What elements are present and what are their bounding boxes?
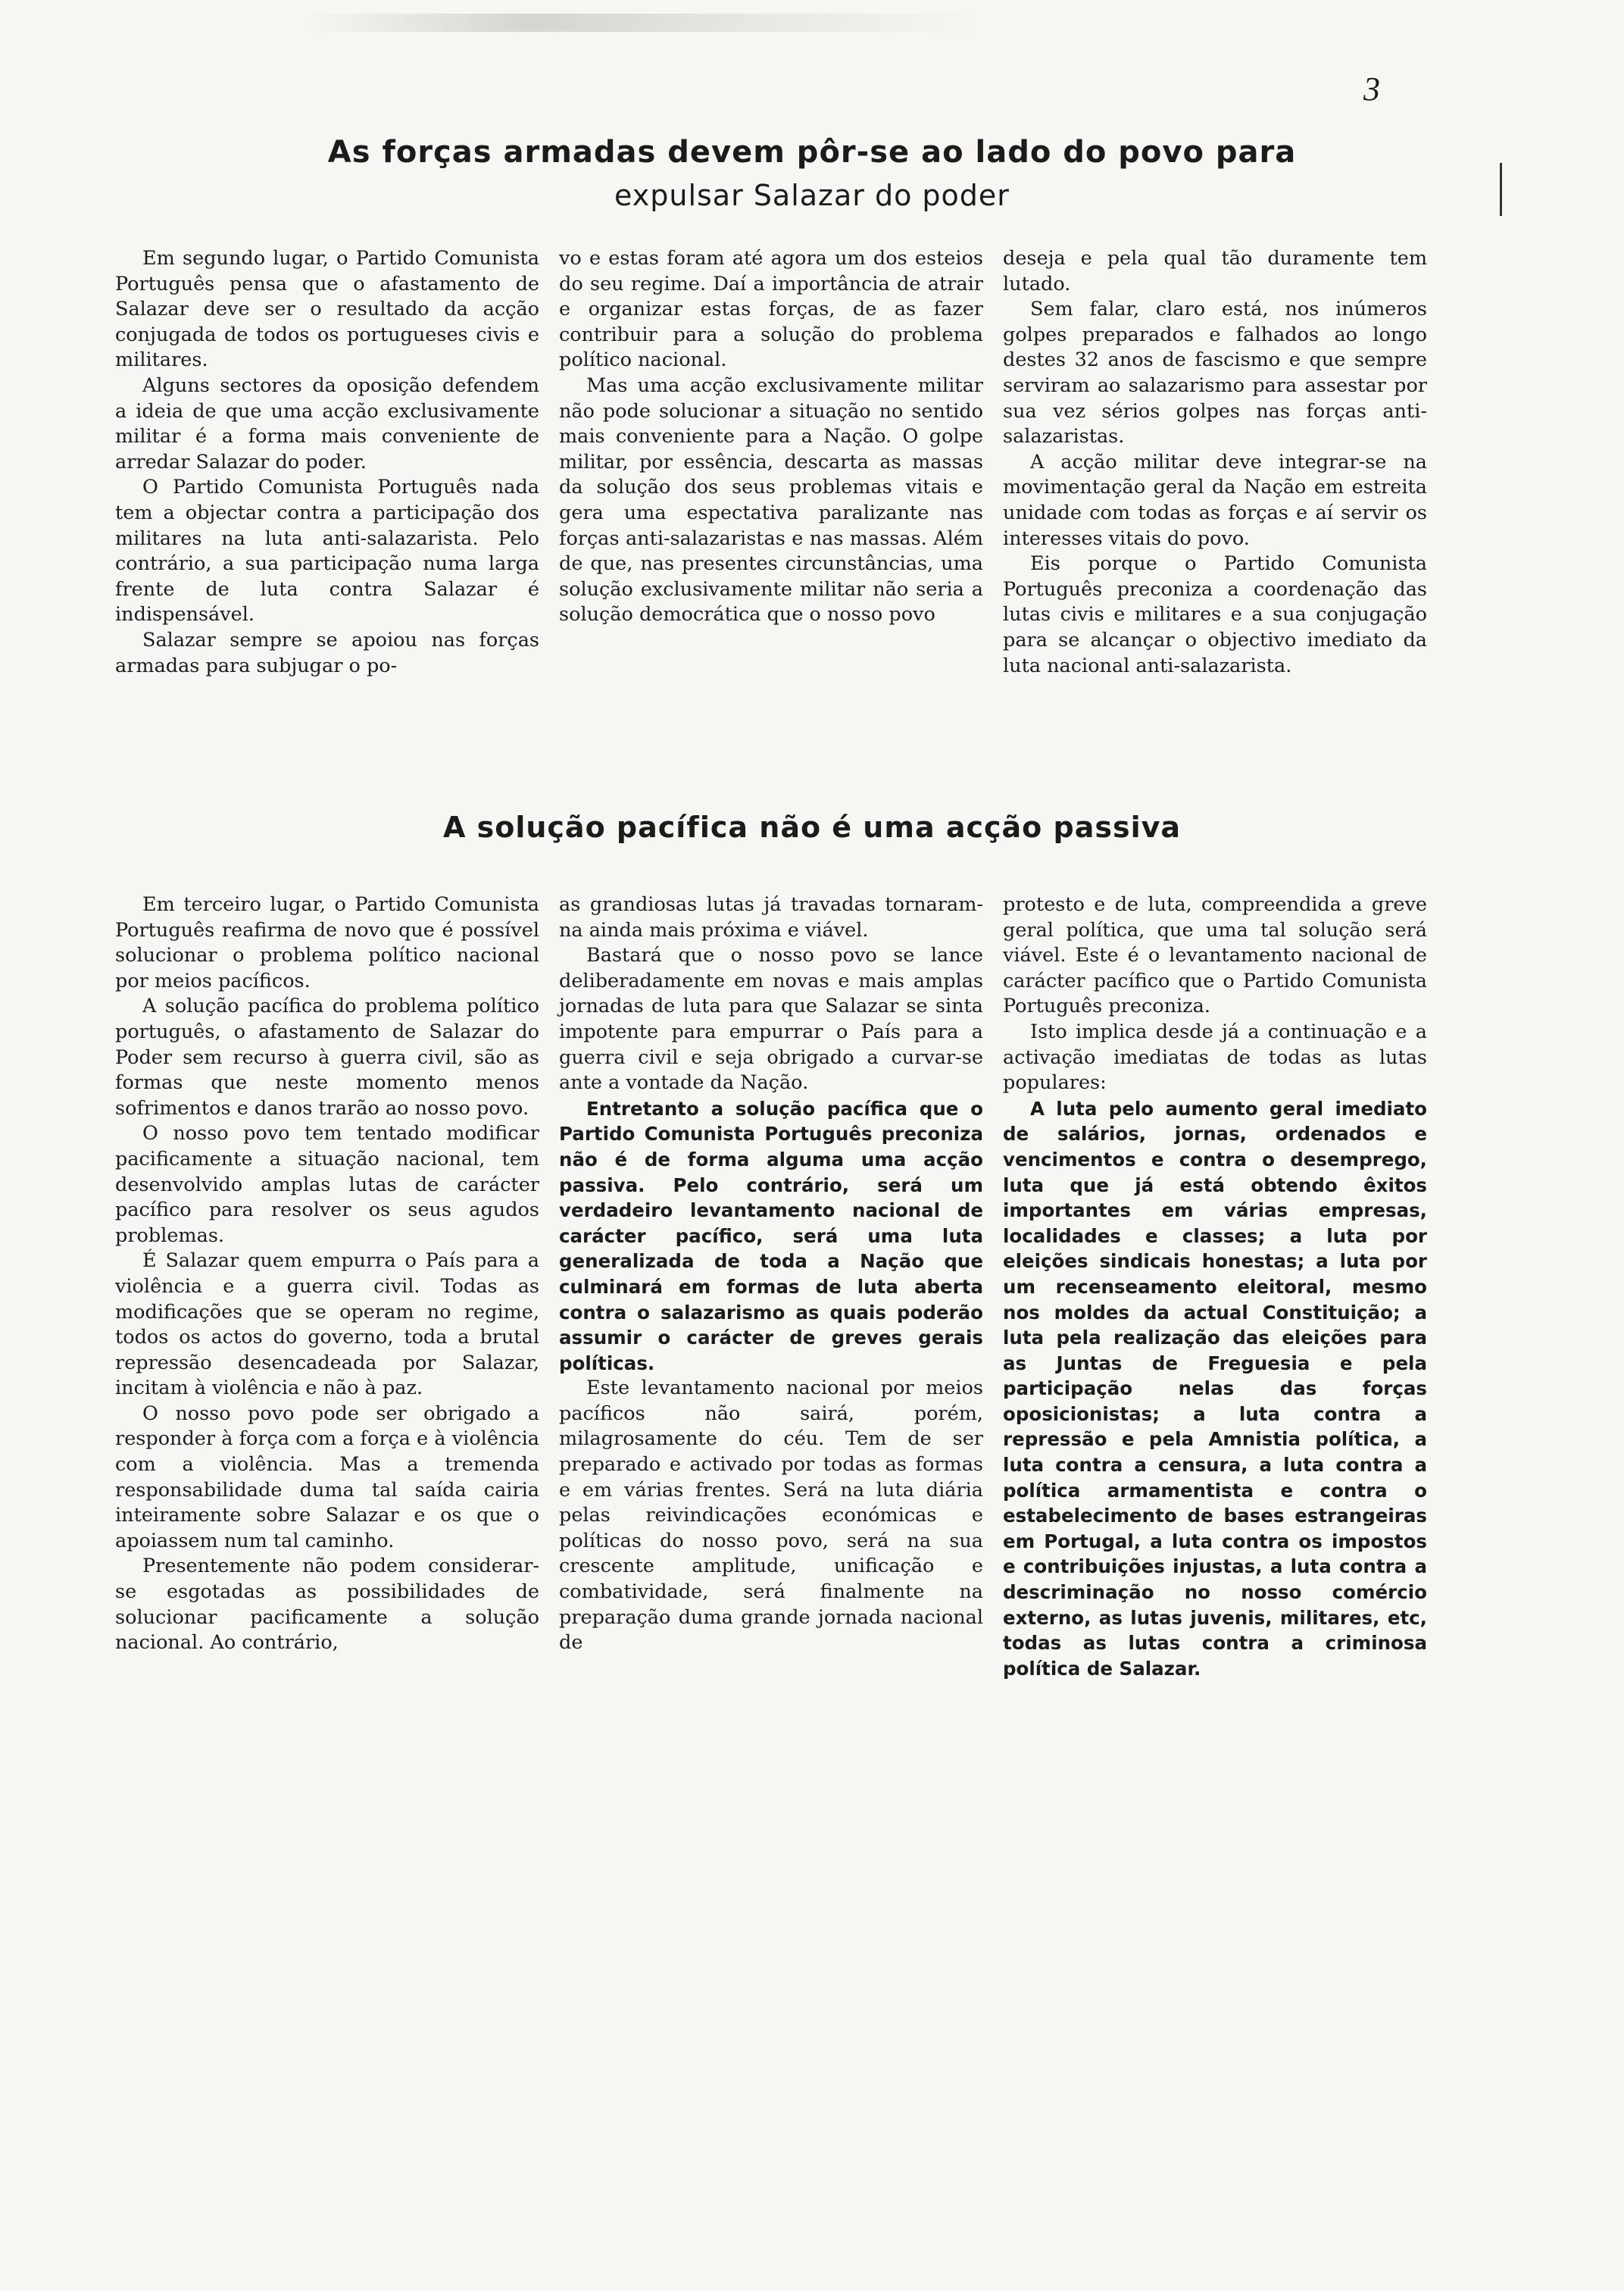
paragraph: Presentemente não podem considerar-se esgotadas as possibilidades de solucionar pacificamente a solução nacional. Ao contrário,: [115, 1555, 539, 1655]
paragraph: protesto e de luta, compreendida a greve geral política, que uma tal solução será viável. Este é o levantamento nacional de carácter pacífico que o Partido Comunista Português preconiza.: [1003, 893, 1427, 1018]
section2-column-2: [559, 892, 983, 1855]
paragraph: Entretanto a solução pacífica que o Partido Comunista Português preconiza não é de forma alguma uma acção passiva. Pelo contrário, será um verdadeiro levantamento nacional de carácter pacífico, será uma luta generalizada de toda a Nação que culminará em formas de luta aberta contra o salazarismo as quais poderão assumir o carácter de greves gerais políticas.: [559, 1097, 983, 1374]
section2-column-1: [115, 892, 539, 1855]
paragraph: Isto implica desde já a continuação e a activação imediatas de todas as lutas populares:: [1003, 1020, 1427, 1095]
paragraph: A solução pacífica do problema político português, o afastamento de Salazar do Poder sem recurso à guerra civil, são as formas que neste momento menos sofrimentos e danos trarão ao nosso povo.: [115, 995, 539, 1120]
paragraph: Salazar sempre se apoiou nas forças armadas para subjugar o po-: [115, 628, 539, 677]
section1-column-3: [1003, 246, 1427, 777]
paragraph: Bastará que o nosso povo se lance deliberadamente em novas e mais amplas jornadas de luta para que Salazar se sinta impotente para empurrar o País para a guerra civil e seja obrigado a curvar-se ante a vontade da Nação.: [559, 944, 983, 1095]
paragraph: Eis porque o Partido Comunista Português preconiza a coordenação das lutas civis e militares e a sua conjugação para se alcançar o objectivo imediato da luta nacional anti-salazarista.: [1003, 552, 1427, 677]
paragraph: vo e estas foram até agora um dos esteios do seu regime. Daí a importância de atrair e organizar estas forças, de as fazer contribuir para a solução do problema político nacional.: [559, 247, 983, 372]
paragraph: O nosso povo tem tentado modificar pacificamente a situação nacional, tem desenvolvido amplas lutas de carácter pacífico para resolver os seus agudos problemas.: [115, 1122, 539, 1247]
paragraph: A acção militar deve integrar-se na movimentação geral da Nação em estreita unidade com todas as forças e aí servir os interesses vitais do povo.: [1003, 450, 1427, 550]
section2-column-3: [1003, 892, 1427, 1855]
paragraph: Sem falar, claro está, nos inúmeros golpes preparados e falhados ao longo destes 32 anos de fascismo e que sempre serviram ao salazarismo para assestar por sua vez sérios golpes nas forças anti-salazaristas.: [1003, 298, 1427, 449]
section2-heading: A solução pacífica não é uma acção passiva: [442, 811, 1182, 844]
paragraph: O Partido Comunista Português nada tem a objectar contra a participação dos militares na luta anti-salazarista. Pelo contrário, a sua participação numa larga frente de luta contra Salazar é indispensável.: [115, 476, 539, 627]
scan-smudge: [303, 14, 985, 32]
paragraph: A luta pelo aumento geral imediato de salários, jornas, ordenados e vencimentos e contra o desemprego, luta que já está obtendo êxitos importantes em várias empresas, localidades e classes; a luta por eleições sindicais honestas; a luta por um recenseamento eleitoral, mesmo nos moldes da actual Constituição; a luta pela realização das eleições para as Juntas de Freguesia e pela participação nelas das forças oposicionistas; a luta contra a repressão e pela Amnistia política, a luta contra a censura, a luta contra a política armamentista e contra o estabelecimento de bases estrangeiras em Portugal, a luta contra os impostos e contribuições injustas, a luta contra a descriminação no nosso comércio externo, as lutas juvenis, militares, etc, todas as lutas contra a criminosa política de Salazar.: [1003, 1097, 1427, 1680]
section1-column-2: [559, 246, 983, 777]
section1-column-1: [115, 246, 539, 777]
paragraph: Este levantamento nacional por meios pacíficos não sairá, porém, milagrosamente do céu. Tem de ser preparado e activado por todas as formas e em várias frentes. Será na luta diária pelas reivindicações económicas e políticas do nosso povo, será na sua crescente amplitude, unificação e combatividade, será finalmente na preparação duma grande jornada nacional de: [559, 1377, 983, 1655]
paragraph: É Salazar quem empurra o País para a violência e a guerra civil. Todas as modificações que se operam no regime, todos os actos do governo, toda a brutal repressão desencadeada por Salazar, incitam à violência e não à paz.: [115, 1249, 539, 1400]
paragraph: Mas uma acção exclusivamente militar não pode solucionar a situação no sentido mais conveniente para a Nação. O golpe militar, por essência, descarta as massas da solução dos seus problemas vitais e gera uma espectativa paralizante nas forças anti-salazaristas e nas massas. Além de que, nas presentes circunstâncias, uma solução exclusivamente militar não seria a solução democrática que o nosso povo: [559, 373, 983, 627]
paragraph: Em segundo lugar, o Partido Comunista Português pensa que o afastamento de Salazar deve ser o resultado da acção conjugada de todos os portugueses civis e militares.: [115, 247, 539, 372]
section1-heading-line2: expulsar Salazar do poder: [614, 179, 1010, 212]
paragraph: Em terceiro lugar, o Partido Comunista Português reafirma de novo que é possível solucionar o problema político nacional por meios pacíficos.: [115, 893, 539, 992]
paragraph: deseja e pela qual tão duramente tem lutado.: [1003, 247, 1427, 295]
page-number: 3: [1363, 70, 1380, 108]
section1-heading-line1: As forças armadas devem pôr-se ao lado do povo para: [327, 135, 1297, 170]
paragraph: as grandiosas lutas já travadas tornaram-na ainda mais próxima e viável.: [559, 893, 983, 942]
paragraph: O nosso povo pode ser obrigado a responder à força com a força e à violência com a violência. Mas a tremenda responsabilidade duma tal saída cairia inteiramente sobre Salazar e os que o apoiassem num tal caminho.: [115, 1402, 539, 1552]
paragraph: Alguns sectores da oposição defendem a ideia de que uma acção exclusivamente militar é a forma mais conveniente de arredar Salazar do poder.: [115, 373, 539, 474]
